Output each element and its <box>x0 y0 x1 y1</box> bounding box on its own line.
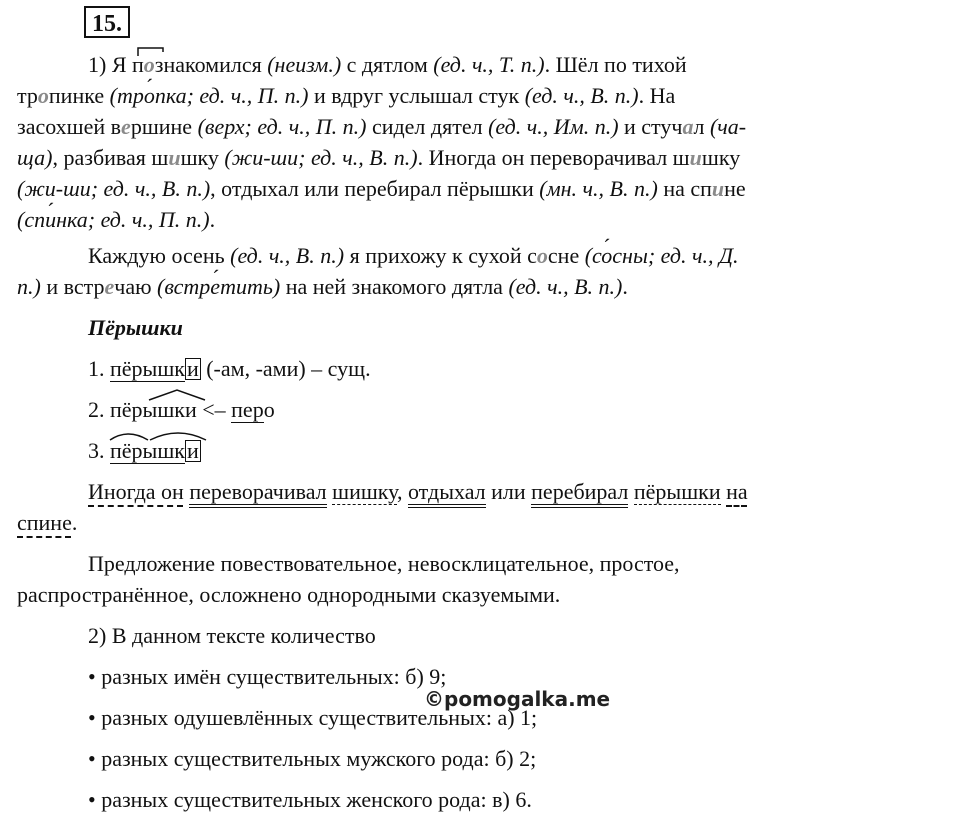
text-line: Предложение повествовательное, невосклицательное, простое, <box>88 551 680 576</box>
watermark: ©pomogalka.me <box>424 687 611 711</box>
text-line: (спи ´нка; ед. ч., П. п.). <box>17 206 215 234</box>
parsed-sentence-cont: спине. <box>17 510 78 535</box>
analysis-line-2: 2. пёрышки <– перо <box>88 397 275 422</box>
analysis-line-3: 3. пёрышки <box>88 438 199 463</box>
list-item: • разных существительных мужского рода: б) 2; <box>88 746 537 771</box>
suffix-mark <box>147 388 207 402</box>
text-line: Каждую осень (ед. ч., В. п.) я прихожу к сухой сосне (со ´сны; ед. ч., Д. <box>88 242 739 270</box>
list-item: • разных одушевлённых существительных: а) 1; <box>88 705 538 730</box>
ending-box: и <box>186 356 199 381</box>
prefix-mark <box>137 47 165 57</box>
text-line: ща), разбивая шишку (жи-ши; ед. ч., В. п.). Иногда он переворачивал шишку <box>17 145 741 170</box>
list-item: • разных существительных женского рода: в) 6. <box>88 787 532 812</box>
list-item: • разных имён существительных: б) 9; <box>88 664 447 689</box>
text-line: п.) и встречаю (встре ´тить) на ней знакомого дятла (ед. ч., В. п.). <box>17 273 628 301</box>
ending-box: и <box>186 438 199 463</box>
text-line: 1) Я познакомился (неизм.) с дятлом (ед. ч., Т. п.). Шёл по тихой <box>88 52 687 77</box>
parsed-sentence: Иногда он переворачивал шишку, отдыхал или перебирал пёрышки на <box>88 478 748 506</box>
root-arc-mark <box>108 428 208 442</box>
analysis-line-1: 1. пёрышки (-ам, -ами) – сущ. <box>88 356 371 381</box>
exercise-number: 15. <box>84 6 130 38</box>
text-line: засохшей вершине (верх; ед. ч., П. п.) сидел дятел (ед. ч., Им. п.) и стучал (ча- <box>17 114 747 139</box>
part2-intro: 2) В данном тексте количество <box>88 623 376 648</box>
text-line: (жи-ши; ед. ч., В. п.), отдыхал или перебирал пёрышки (мн. ч., В. п.) на спине <box>17 176 746 201</box>
text-line: тропинке (тро ´пка; ед. ч., П. п.) и вдруг услышал стук (ед. ч., В. п.). На <box>17 82 675 110</box>
word-heading: Пёрышки <box>88 315 183 340</box>
text-line: распространённое, осложнено однородными сказуемыми. <box>17 582 561 607</box>
